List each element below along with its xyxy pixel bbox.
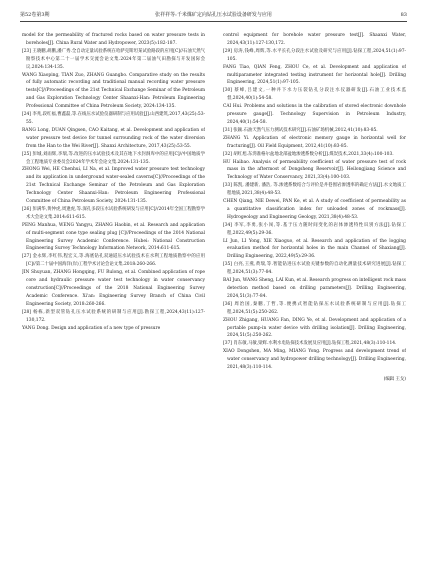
reference-entry: [34] 李军,李勇,张小闯,等.基于压力随时间变化的岩体渗透特性识别方法[J].钻探工程,2022,49(5):29-36. bbox=[223, 222, 406, 236]
running-title: 张祥祥等:千米煤矿定向钻孔压水试验设备研发与应用 bbox=[155, 12, 272, 18]
reference-entry: [30] 蔡峰,吕建文,一种井下水力压裂钻孔分段注水仪器研发[J].石油工业技术监督,2024,40(1):54-58. bbox=[223, 88, 406, 102]
reference-entry: FANG Tiao, QIAN Feng, ZHOU Ce, et al. Development and application of multiparameter integrated testing instrument for horizontal hole[J]. Drilling Engineering, 2024,51(1):97-105. bbox=[223, 64, 406, 86]
editor-note: (编辑 王戈) bbox=[383, 376, 406, 382]
reference-entry: [27] 金永辉,李红伟,程宏义,等.海底钻孔双通道压水试验技术在水利工程地质勘察中的应用[C]//第二十届中国海洋(岸)工程学术讨论会论文集.2018:260-266. bbox=[22, 254, 205, 268]
left-reference-column bbox=[22, 32, 205, 559]
reference-entry: [37] 肖东敏,马敏,梁辉.水利水电钻探技术发展及应用[J].钻探工程,2021,48(3):110-114. bbox=[223, 341, 397, 347]
reference-entry: [26] 彭满华,黄仲虎,周逢虎,等.深孔多段压水试验系统研发与应用[C]//2014年全国工程勘察学术大会论文集.2014:611-615. bbox=[22, 206, 205, 220]
reference-entry: YANG Dong. Design and application of a new type of pressure bbox=[22, 325, 161, 331]
reference-entry: model for the permeability of fractured rocks based on water pressure tests in boreholes[J]. China Rural Water and Hydropower, 2023(5):182-187. bbox=[22, 33, 205, 46]
reference-entry: ZHONG Wei, HE Chenhui, LI Na, et al. Improved water pressure test technology and its application in underground water-sealed caverns[C]//Proceedings of the 21st Technical Exchange Seminar of the Petroleum and Gas Exploration Technology Center Shaanxi-Han: Petroleum Engineering Professional Committee of China Petroleum Society, 2024:131-135. bbox=[22, 167, 205, 205]
reference-entry: HU Haibao. Analysis of permeability coefficient of water pressure test of rock mass in the aftermost of Dongsheng Reservoir[J]. Heilongjiang Science and Technology of Water Conservancy, 2021,33(4):100-103. bbox=[223, 159, 406, 181]
reference-entry: [28] 杨栋,新型双管钻孔压水试验系统的研制与应用[J].勘探工程,2024,43(11):127-130,172. bbox=[22, 309, 205, 323]
page-number: 83 bbox=[400, 12, 407, 18]
reference-entry: CAI Hui. Problems and solutions in the calibration of stored electronic downhole pressure gauge[J]. Technology Supervision in Petroleum Industry, 2024,40(1):54-58. bbox=[223, 104, 406, 125]
reference-entry: ZHANG Yi. Application of electronic memory gauge in horizontal well for fracturing[J]. Oil Field Equipment, 2012,41(10):83-85. bbox=[223, 135, 406, 149]
reference-entry: [35] 白亮,王燕,黄瑞,等.智能钻进压水试验关键参数的自动化测量技术研究进展[J].钻探工程,2024,51(3):77-84. bbox=[223, 262, 406, 276]
reference-entry: LI Jun, LI Yong, XIE Xiaoguo, et al. Research and application of the logging evaluation method for horizontal holes in the main Channel of Shaxiang[J]. Drilling Engineering, 2022,49(5):29-36. bbox=[223, 238, 406, 260]
reference-entry: WANG Xiaoping, TIAN Zuo, ZHANG Guangbo. Comparative study on the results of fully automatic recording and traditional manual recording water pressure tests[C]//Proceedings of the 21st Technical Exchange Seminar of the Petroleum and Gas Exploration Technology Center Shaanxi-Han: Petroleum Engineering Professional Committee of China Petroleum Society, 2024:134-135. bbox=[22, 72, 205, 110]
reference-entry: XIAO Dongshen, MA Ming, MIANG Yong. Progress and development trend of water conservancy and hydropower drilling technology[J]. Drilling Engineering, 2021,48(3):110-114. bbox=[223, 349, 406, 371]
page-header bbox=[20, 10, 407, 22]
reference-entry: [36] 周治国,秦鹏,丁哲,等.便携式智能钻探压水试验系统研制与应用[J].钻探工程,2024,51(5):250-262. bbox=[223, 301, 406, 315]
right-reference-column bbox=[223, 32, 406, 559]
reference-entry: JIN Shuyuan, ZHANG Hongqing, FU Rulong, et al. Combined application of rope core and hydraulic pressure water test technology in water conservancy construction[C]//Proceedings of the 2018 National Engineering Survey Academic Conference. Xi'an: Engineering Survey Branch of China Civil Engineering Society, 2018:260-266. bbox=[22, 270, 205, 307]
reference-entry: [33] 陈凯, 潘建新, 潘浩, 等.渗透系数结合与评价是井巷围岩渗透率的确定方法[J].水文地质工程地质,2021,38(4):48-53. bbox=[223, 183, 406, 197]
reference-entry: RANG Long, DUAN Qingsen, CAO Kaitang, et al. Development and application of water pressure test device for tunnel surrounding rock of the water diversion from the Han to the Wei River[J]. Shanxi Architecture, 2017,43(25):53-55. bbox=[22, 127, 205, 149]
reference-entry: control equipment for borehole water pressure test[J]. Shaanxi Water, 2024,43(11):127-130,172. bbox=[223, 33, 406, 46]
reference-entry: PENG Manhua, WENG Yangyu, ZHANG Haobin, et al. Research and application of multi-segment cone type sealing plug [C]//Proceedings of the 2014 National Engineering Survey Academic Conference. Hubei: National Construction Engineering Survey Technology Information Network, 2014:611-615. bbox=[22, 222, 205, 252]
reference-entry: [32] 胡红旭.东湾准格尔盆地北部盆地渗透系数分析[J].煤炭技术,2021,33(4):100-103. bbox=[223, 151, 394, 157]
reference-entry: [29] 房涛,钱峰,周辉,等.水平长孔分段注水试验及研究与应用[J].钻探工程,2024,51(1):97-105. bbox=[223, 48, 406, 62]
reference-entry: [31] 张颖.石油天然气压力测试技术研究[J].石油矿场机械,2012,41(10):83-85. bbox=[223, 127, 378, 133]
reference-entry: [24] 李兆,段红福,曹鑫磊,等.在线压水试验仪器研制与应用试验[J].山西建筑,2017,43(25):53-55. bbox=[22, 112, 205, 125]
reference-entry: [25] 彭城,刘雨辉,李瑞,等.改进的压水试验技术及其在地下水封洞库中的应用[C]//中国地质学会工程地质专业委员会2024年学术年会论文集.2024:131-135. bbox=[22, 151, 205, 165]
reference-entry: BAI Jun, WANG Sheng, LAI Kun, et al. Research progress on intelligent rock mass detection method based on drilling parameters[J]. Drilling Engineering, 2024,51(3):77-84. bbox=[223, 278, 406, 299]
reference-entry: CHEN Qiang, NIE Dewei, PAN Ke, et al. A study of coefficient of permeability as a quantitative classification index for unloaded zones of rockmass[J]. Hydrogeology and Engineering Geology, 2021,38(4):48-53. bbox=[223, 199, 406, 220]
reference-entry: [23] 王晓鹏,胡鹏,潘广秀.全自动定量试验系统在哈萨克斯坦某试验路段的应用[C]//石油天然气勘察技术中心第二十一届学术交流会论文集.2024年第二届油气田勘探与开发国际会议.2024:134-135. bbox=[22, 48, 205, 70]
issue-label: 第52卷第3期 bbox=[20, 12, 50, 18]
reference-entry: ZHOU Zhigang, HUANG Fan, DING Ye, et al. Development and application of a portable pump-in water device with drilling isolation[J]. Drilling Engineering, 2024,51(5):250-262. bbox=[223, 317, 406, 339]
